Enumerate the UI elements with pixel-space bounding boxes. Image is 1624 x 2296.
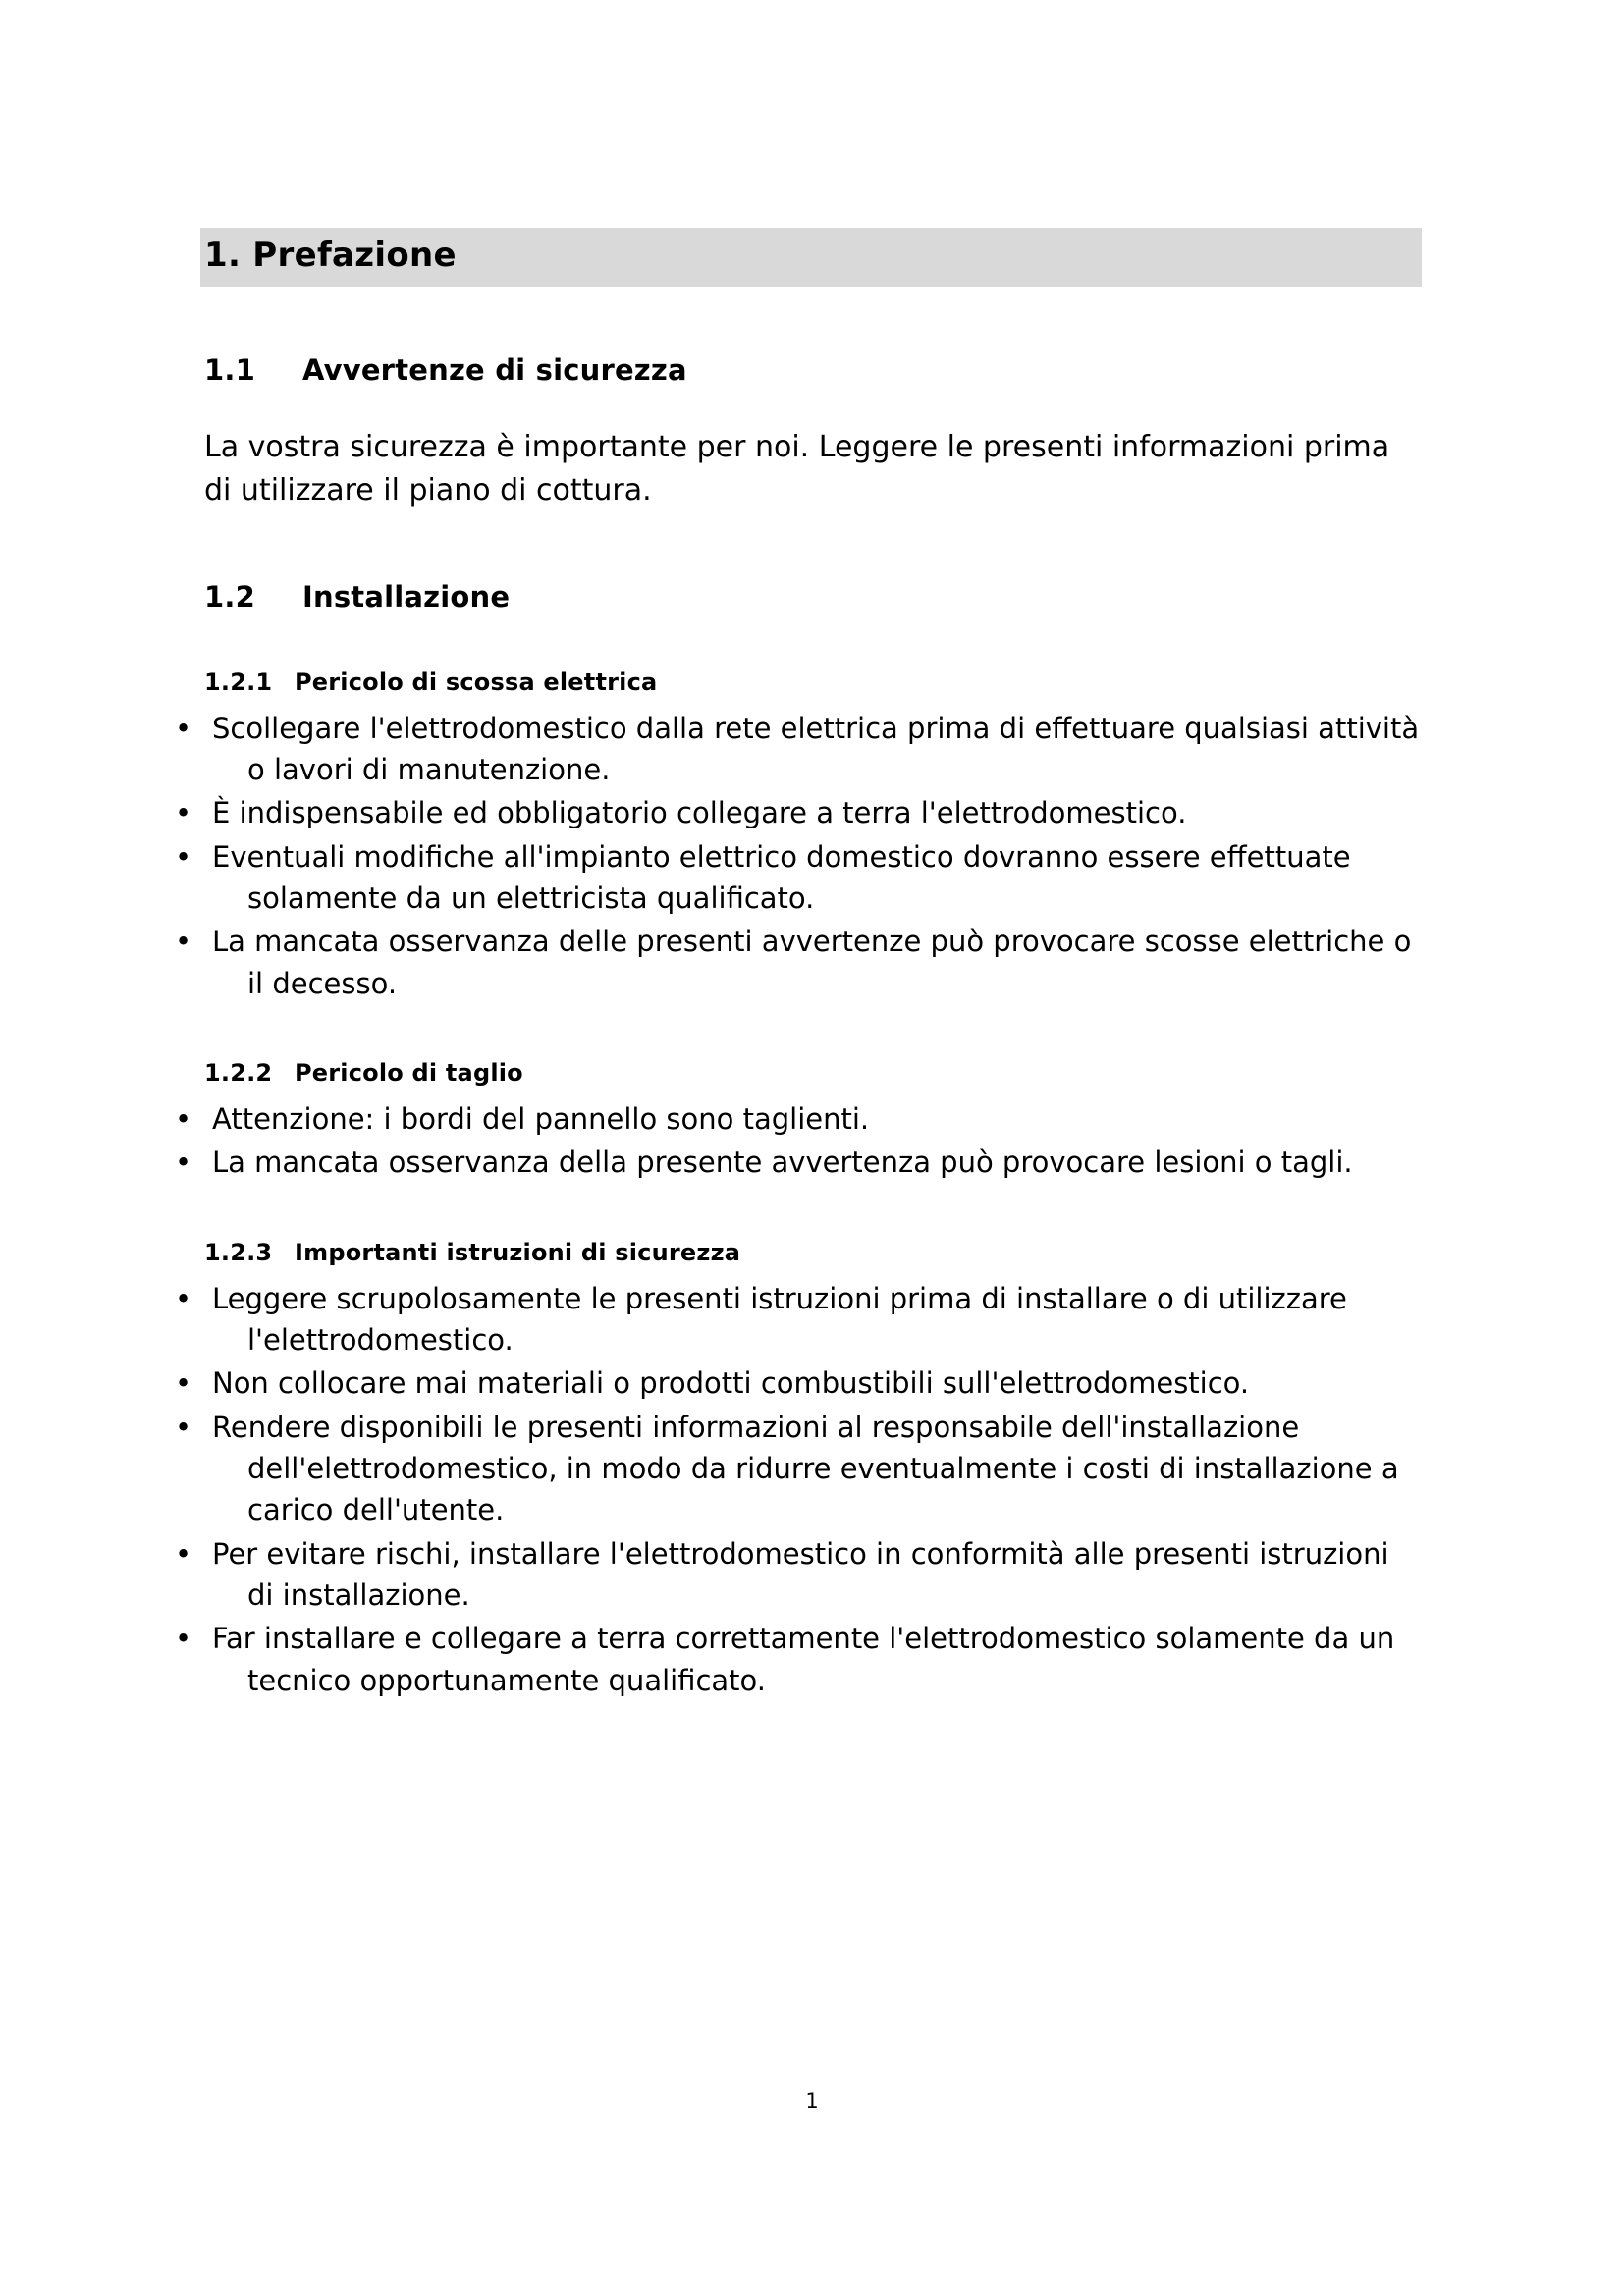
list-item: • La mancata osservanza della presente avvertenza può provocare lesioni o tagli. (204, 1142, 1422, 1183)
subsection-number: 1.2.3 (204, 1238, 273, 1266)
subsection-title: Pericolo di scossa elettrica (295, 667, 658, 696)
section-number: 1.1 (204, 352, 255, 387)
list-item: • La mancata osservanza delle presenti avvertenze può provocare scosse elettriche o il decesso. (204, 921, 1422, 1004)
list-item: • Attenzione: i bordi del pannello sono taglienti. (204, 1098, 1422, 1140)
section-title: Avvertenze di sicurezza (302, 352, 687, 387)
page-content (204, 228, 1422, 1703)
subsection-title: Pericolo di taglio (295, 1058, 523, 1087)
section-heading-1-2 (204, 580, 1422, 614)
bullet-list-1-2-1 (204, 708, 1422, 1004)
subsection-heading-1-2-3 (204, 1239, 1422, 1266)
list-item: • Non collocare mai materiali o prodotti combustibili sull'elettrodomestico. (204, 1362, 1422, 1404)
page-number: 1 (805, 2089, 819, 2112)
list-item: • Eventuali modifiche all'impianto elettrico domestico dovranno essere effettuate solamente da un elettricista qualificato. (204, 836, 1422, 920)
subsection-heading-1-2-1 (204, 668, 1422, 696)
list-item: • Leggere scrupolosamente le presenti istruzioni prima di installare o di utilizzare l'elettrodomestico. (204, 1278, 1422, 1362)
list-item: • Rendere disponibili le presenti informazioni al responsabile dell'installazione dell'elettrodomestico, in modo da ridurre eventualmente i costi di installazione a carico dell'utente. (204, 1407, 1422, 1531)
bullet-list-1-2-2 (204, 1098, 1422, 1184)
subsection-number: 1.2.1 (204, 667, 273, 696)
list-item: • Per evitare rischi, installare l'elettrodomestico in conformità alle presenti istruzioni di installazione. (204, 1533, 1422, 1617)
subsection-title: Importanti istruzioni di sicurezza (295, 1238, 741, 1266)
subsection-heading-1-2-2 (204, 1059, 1422, 1087)
bullet-list-1-2-3 (204, 1278, 1422, 1701)
chapter-title: 1. Prefazione (200, 228, 1422, 287)
section-title: Installazione (302, 579, 511, 614)
list-item: • Far installare e collegare a terra correttamente l'elettrodomestico solamente da un tecnico opportunamente qualificato. (204, 1618, 1422, 1701)
subsection-number: 1.2.2 (204, 1058, 273, 1087)
section-number: 1.2 (204, 579, 255, 614)
list-item: • Scollegare l'elettrodomestico dalla rete elettrica prima di effettuare qualsiasi attività o lavori di manutenzione. (204, 708, 1422, 791)
section-paragraph-1-1: La vostra sicurezza è importante per noi. Leggere le presenti informazioni prima di utilizzare il piano di cottura. (204, 429, 1390, 508)
section-heading-1-1 (204, 353, 1422, 387)
list-item: • È indispensabile ed obbligatorio collegare a terra l'elettrodomestico. (204, 792, 1422, 833)
